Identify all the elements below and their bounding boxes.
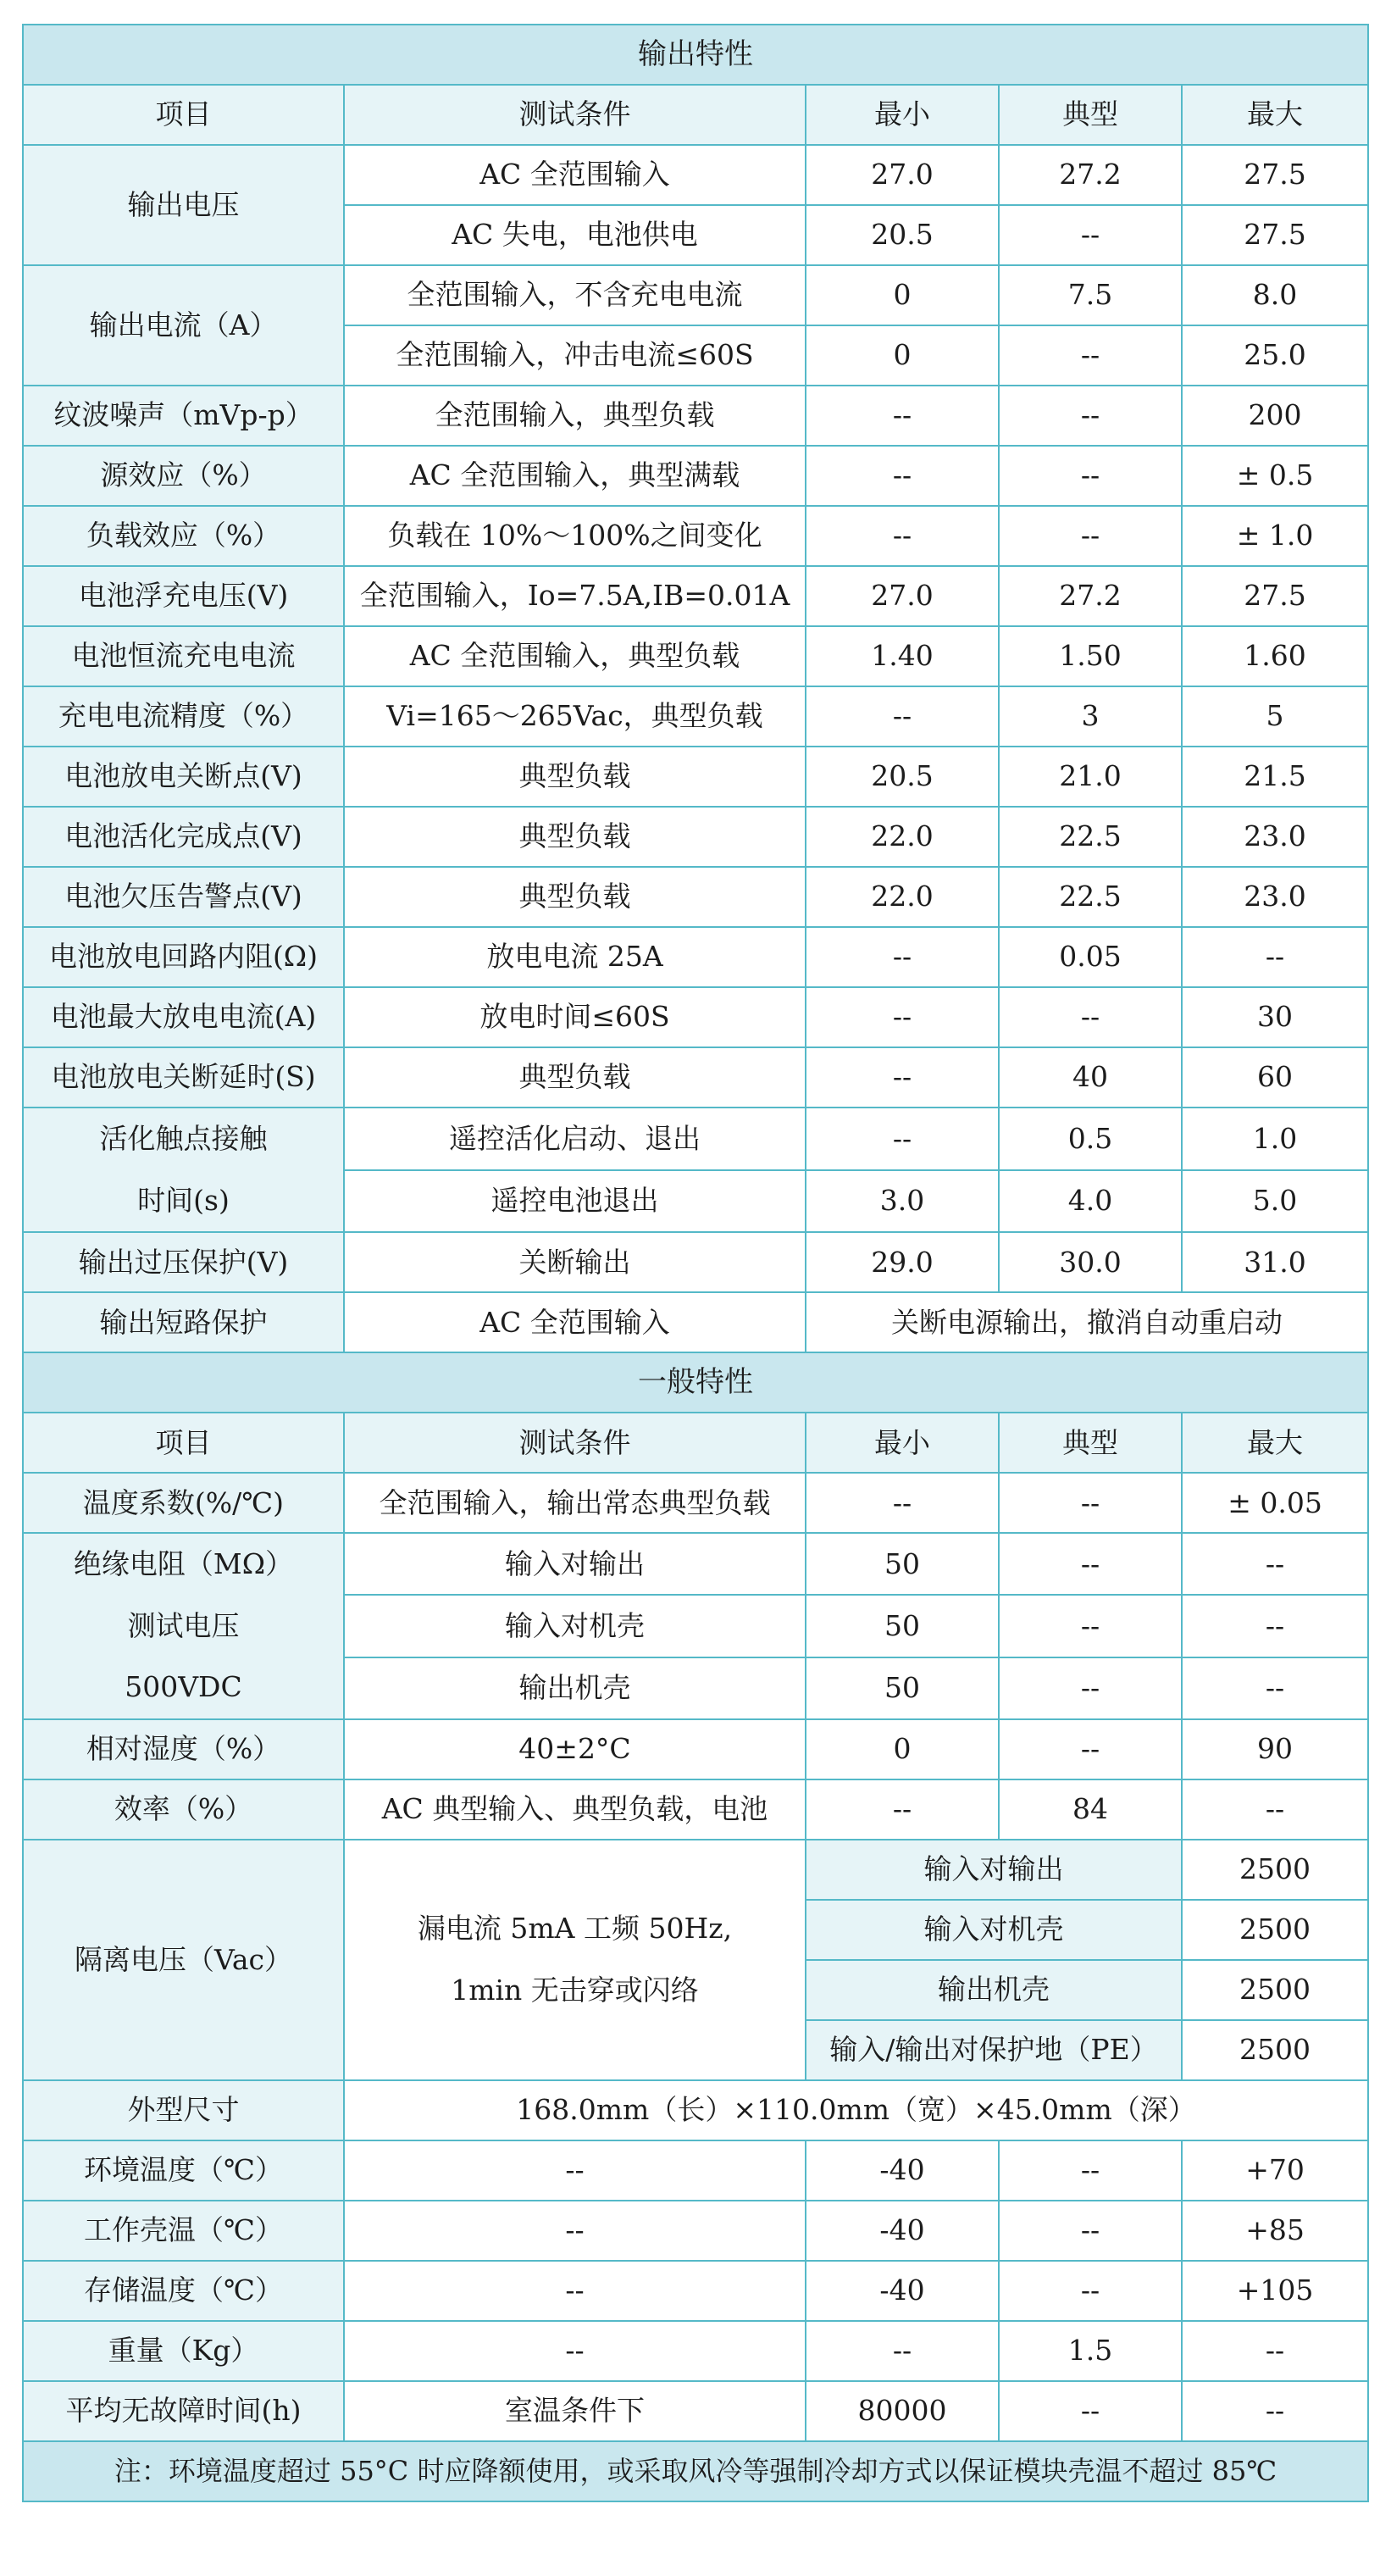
sub-condition-cell: 输入对输出 [806,1840,1182,1900]
max-cell: 200 [1182,386,1368,446]
max-cell: -- [1182,1779,1368,1840]
row-label: 充电电流精度（%） [23,686,344,747]
row-label: 环境温度（℃） [23,2140,344,2201]
row-label: 平均无故障时间(h) [23,2381,344,2441]
row-label: 工作壳温（℃） [23,2201,344,2261]
max-cell: 27.5 [1182,566,1368,626]
row-label: 温度系数(%/℃) [23,1473,344,1533]
typ-cell: 7.5 [999,265,1182,325]
min-cell: -40 [806,2201,999,2261]
row-label: 纹波噪声（mVp-p） [23,386,344,446]
condition-cell: 关断输出 [344,1232,806,1292]
row-label-line: 绝缘电阻（MΩ） [73,1547,294,1581]
min-cell: -- [806,987,999,1047]
header-max: 最大 [1182,1413,1368,1473]
max-cell: 60 [1182,1047,1368,1108]
typ-cell: -- [999,1533,1182,1595]
typ-cell: -- [999,2201,1182,2261]
table-row [23,386,1368,446]
typ-cell: -- [999,386,1182,446]
section-title-output: 输出特性 [23,25,1368,85]
typ-cell: 4.0 [999,1170,1182,1233]
typ-cell: 3 [999,686,1182,747]
min-cell: -- [806,1047,999,1108]
min-cell: 50 [806,1533,999,1595]
condition-cell: 室温条件下 [344,2381,806,2441]
table-row [23,566,1368,626]
header-typ: 典型 [999,85,1182,145]
condition-cell: 典型负载 [344,1047,806,1108]
header-max: 最大 [1182,85,1368,145]
row-label-line: 500VDC [125,1670,242,1704]
typ-cell: 1.5 [999,2321,1182,2381]
max-cell: 2500 [1182,2020,1368,2080]
min-cell: -- [806,1473,999,1533]
row-label-line: 时间(s) [137,1183,230,1217]
table-row [23,506,1368,566]
max-cell: ± 0.5 [1182,446,1368,506]
row-label: 电池放电关断延时(S) [23,1047,344,1108]
value-cell: 关断电源输出，撤消自动重启动 [806,1292,1368,1352]
typ-cell: -- [999,446,1182,506]
spec-table [22,24,1369,2502]
typ-cell: -- [999,1719,1182,1779]
sub-condition-cell: 输入/输出对保护地（PE） [806,2020,1182,2080]
condition-cell: 典型负载 [344,807,806,867]
max-cell: 5 [1182,686,1368,747]
header-item: 项目 [23,1413,344,1473]
row-label: 隔离电压（Vac） [23,1840,344,2080]
max-cell: 25.0 [1182,325,1368,386]
min-cell: -40 [806,2140,999,2201]
table-row [23,1473,1368,1533]
header-row [23,1413,1368,1473]
section-title-general: 一般特性 [23,1352,1368,1413]
min-cell: 22.0 [806,867,999,927]
table-row [23,807,1368,867]
max-cell: 30 [1182,987,1368,1047]
table-row [23,145,1368,205]
max-cell: 1.0 [1182,1108,1368,1170]
condition-cell: -- [344,2321,806,2381]
max-cell: ± 0.05 [1182,1473,1368,1533]
table-row [23,1108,1368,1170]
min-cell: -- [806,927,999,987]
row-label: 电池欠压告警点(V) [23,867,344,927]
typ-cell: -- [999,2381,1182,2441]
typ-cell: 0.5 [999,1108,1182,1170]
typ-cell: -- [999,1473,1182,1533]
max-cell: -- [1182,2381,1368,2441]
typ-cell: 21.0 [999,747,1182,807]
max-cell: -- [1182,1533,1368,1595]
table-row [23,927,1368,987]
table-row [23,1719,1368,1779]
row-label-line: 活化触点接触 [99,1122,268,1155]
typ-cell: -- [999,2140,1182,2201]
row-label: 输出过压保护(V) [23,1232,344,1292]
max-cell: 21.5 [1182,747,1368,807]
typ-cell: 0.05 [999,927,1182,987]
min-cell: -- [806,1108,999,1170]
min-cell: 0 [806,265,999,325]
max-cell: 2500 [1182,1840,1368,1900]
row-label: 输出电流（A） [23,265,344,386]
row-label: 电池恒流充电电流 [23,626,344,686]
table-row [23,747,1368,807]
header-condition: 测试条件 [344,1413,806,1473]
max-cell: +105 [1182,2261,1368,2321]
min-cell: -- [806,1779,999,1840]
min-cell: 3.0 [806,1170,999,1233]
row-label [23,1108,344,1232]
row-label: 相对湿度（%） [23,1719,344,1779]
condition-cell: 放电时间≤60S [344,987,806,1047]
min-cell: -40 [806,2261,999,2321]
row-label: 输出电压 [23,145,344,265]
min-cell: 1.40 [806,626,999,686]
min-cell: 29.0 [806,1232,999,1292]
typ-cell: 27.2 [999,566,1182,626]
condition-line: 漏电流 5mA 工频 50Hz, [417,1912,733,1946]
table-row [23,867,1368,927]
max-cell: 27.5 [1182,205,1368,265]
min-cell: 27.0 [806,566,999,626]
condition-cell: 输入对输出 [344,1533,806,1595]
typ-cell: -- [999,506,1182,566]
condition-cell: AC 全范围输入 [344,145,806,205]
table-row [23,1232,1368,1292]
table-row [23,626,1368,686]
condition-cell: 典型负载 [344,747,806,807]
header-item: 项目 [23,85,344,145]
row-label: 重量（Kg） [23,2321,344,2381]
table-row [23,2261,1368,2321]
value-cell: 168.0mm（长）×110.0mm（宽）×45.0mm（深） [344,2080,1368,2140]
table-row [23,1840,1368,1900]
min-cell: 50 [806,1657,999,1719]
row-label: 存储温度（℃） [23,2261,344,2321]
condition-cell: AC 全范围输入，典型满载 [344,446,806,506]
condition-cell: Vi=165～265Vac，典型负载 [344,686,806,747]
min-cell: 0 [806,325,999,386]
typ-cell: 84 [999,1779,1182,1840]
max-cell: 8.0 [1182,265,1368,325]
condition-cell: -- [344,2261,806,2321]
condition-cell: 放电电流 25A [344,927,806,987]
typ-cell: 22.5 [999,867,1182,927]
max-cell: -- [1182,2321,1368,2381]
condition-cell: 遥控活化启动、退出 [344,1108,806,1170]
condition-cell: AC 典型输入、典型负载，电池 [344,1779,806,1840]
typ-cell: -- [999,1657,1182,1719]
max-cell: -- [1182,1595,1368,1657]
min-cell: 20.5 [806,747,999,807]
row-label: 电池活化完成点(V) [23,807,344,867]
condition-cell: AC 全范围输入，典型负载 [344,626,806,686]
max-cell: 2500 [1182,1900,1368,1960]
row-label: 负载效应（%） [23,506,344,566]
header-min: 最小 [806,85,999,145]
table-row [23,265,1368,325]
row-label [23,1533,344,1719]
condition-cell: 负载在 10%～100%之间变化 [344,506,806,566]
typ-cell: -- [999,2261,1182,2321]
max-cell: 2500 [1182,1960,1368,2020]
header-typ: 典型 [999,1413,1182,1473]
table-row [23,2140,1368,2201]
typ-cell: 30.0 [999,1232,1182,1292]
row-label: 效率（%） [23,1779,344,1840]
table-row [23,2201,1368,2261]
typ-cell: -- [999,1595,1182,1657]
condition-cell: 全范围输入，冲击电流≤60S [344,325,806,386]
typ-cell: -- [999,325,1182,386]
min-cell: 50 [806,1595,999,1657]
max-cell: +85 [1182,2201,1368,2261]
table-row [23,446,1368,506]
table-row [23,1292,1368,1352]
min-cell: -- [806,2321,999,2381]
min-cell: 20.5 [806,205,999,265]
footnote: 注：环境温度超过 55°C 时应降额使用，或采取风冷等强制冷却方式以保证模块壳温不超过 85℃ [23,2441,1368,2501]
max-cell: ± 1.0 [1182,506,1368,566]
condition-line: 1min 无击穿或闪络 [451,1973,699,2007]
row-label: 电池放电关断点(V) [23,747,344,807]
table-row [23,2321,1368,2381]
condition-cell: -- [344,2201,806,2261]
condition-cell: 输入对机壳 [344,1595,806,1657]
min-cell: -- [806,506,999,566]
table-row [23,1047,1368,1108]
max-cell: 90 [1182,1719,1368,1779]
max-cell: 23.0 [1182,807,1368,867]
condition-cell: 全范围输入，典型负载 [344,386,806,446]
condition-cell: AC 全范围输入 [344,1292,806,1352]
min-cell: -- [806,446,999,506]
max-cell: 23.0 [1182,867,1368,927]
max-cell: +70 [1182,2140,1368,2201]
min-cell: 27.0 [806,145,999,205]
row-label: 源效应（%） [23,446,344,506]
row-label: 输出短路保护 [23,1292,344,1352]
typ-cell: 1.50 [999,626,1182,686]
header-condition: 测试条件 [344,85,806,145]
condition-cell: 40±2°C [344,1719,806,1779]
row-label: 外型尺寸 [23,2080,344,2140]
header-min: 最小 [806,1413,999,1473]
table-row [23,987,1368,1047]
max-cell: -- [1182,927,1368,987]
max-cell: 31.0 [1182,1232,1368,1292]
header-row [23,85,1368,145]
row-label: 电池浮充电压(V) [23,566,344,626]
row-label-line: 测试电压 [127,1608,240,1642]
table-row [23,1779,1368,1840]
condition-cell: 全范围输入，不含充电电流 [344,265,806,325]
condition-cell: 典型负载 [344,867,806,927]
max-cell: 5.0 [1182,1170,1368,1233]
condition-cell: AC 失电，电池供电 [344,205,806,265]
table-row [23,686,1368,747]
table-row [23,2080,1368,2140]
typ-cell: 40 [999,1047,1182,1108]
min-cell: 80000 [806,2381,999,2441]
condition-cell: 全范围输入，输出常态典型负载 [344,1473,806,1533]
max-cell: -- [1182,1657,1368,1719]
table-row [23,1533,1368,1595]
row-label: 电池最大放电电流(A) [23,987,344,1047]
max-cell: 27.5 [1182,145,1368,205]
sub-condition-cell: 输出机壳 [806,1960,1182,2020]
condition-cell: -- [344,2140,806,2201]
condition-cell: 全范围输入，Io=7.5A,IB=0.01A [344,566,806,626]
min-cell: -- [806,686,999,747]
min-cell: -- [806,386,999,446]
condition-cell: 输出机壳 [344,1657,806,1719]
min-cell: 0 [806,1719,999,1779]
row-label: 电池放电回路内阻(Ω) [23,927,344,987]
max-cell: 1.60 [1182,626,1368,686]
typ-cell: -- [999,205,1182,265]
typ-cell: 22.5 [999,807,1182,867]
typ-cell: 27.2 [999,145,1182,205]
sub-condition-cell: 输入对机壳 [806,1900,1182,1960]
min-cell: 22.0 [806,807,999,867]
table-row [23,2381,1368,2441]
condition-cell: 遥控电池退出 [344,1170,806,1233]
typ-cell: -- [999,987,1182,1047]
condition-cell [344,1840,806,2080]
